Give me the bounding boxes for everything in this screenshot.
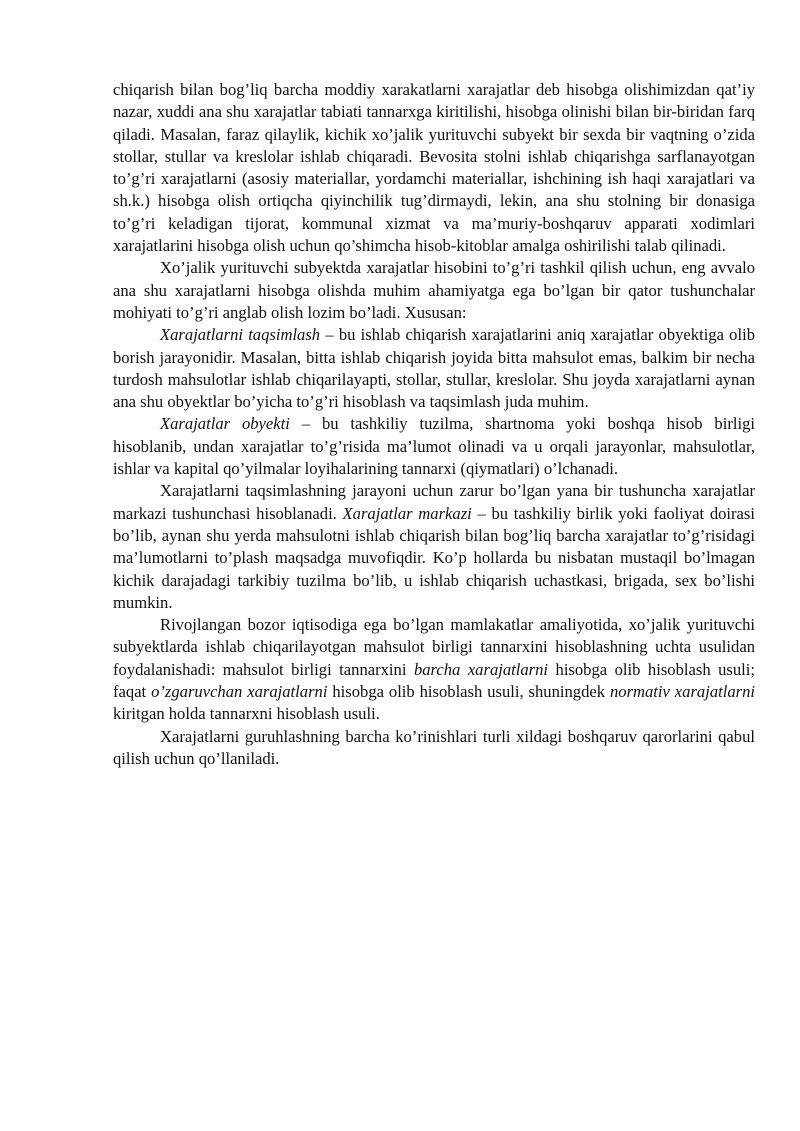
paragraph-cost-grouping: Xarajatlarni guruhlashning barcha ko’rinishlari turli xildagi boshqaruv qarorlarini qabul qilish uchun qo’llaniladi. xyxy=(113,726,755,768)
term-standard-costing: normativ xarajatlarni xyxy=(609,682,756,702)
cost-center-intro: Xarajatlarni taqsimlashning jarayoni uchun zarur bo’lgan yana bir tushuncha xarajatlar markazi tushunchasi hisoblanadi. xyxy=(113,481,755,523)
paragraph-cost-center xyxy=(113,480,755,614)
costing-methods-mid-1: hisobga olib hisoblash usuli; faqat xyxy=(113,659,755,702)
paragraph-costing-methods xyxy=(113,614,755,725)
costing-methods-intro: Rivojlangan bozor iqtisodiga ega bo’lgan mamlakatlar amaliyotida, xo’jalik yurituvchi subyektlarda ishlab chiqarilayotgan mahsulot birligi tannarxini hisoblashning uchta usulidan foydalanishadi: mahsulot birligi tannarxini xyxy=(113,615,755,679)
definition-cost-object: – bu tashkiliy tuzilma, shartnoma yoki boshqa hisob birligi hisoblanib, undan xarajatlar to’g’risida ma’lumot olinadi va u orqali jarayonlar, mahsulotlar, ishlar va kapital qo’yilmalar loyihalarining tannarxi (qiymatlari) o’lchanadi. xyxy=(113,414,755,479)
term-cost-allocation: Xarajatlarni taqsimlash xyxy=(160,325,321,345)
paragraph-cost-accounting-intro: Xo’jalik yurituvchi subyektda xarajatlar hisobini to’g’ri tashkil qilish uchun, eng avvalo ana shu xarajatlarni hisobga olishda muhim ahamiyatga ega bo’lgan bir qator tushunchalar mohiyati to’g’ri anglab olish lozim bo’ladi. Xususan: xyxy=(113,258,755,322)
paragraph-cost-classification: chiqarish bilan bog’liq barcha moddiy xarakatlarni xarajatlar deb hisobga olishimizdan qat’iy nazar, xuddi ana shu xarajatlar tabiati tannarxga kiritilishi, hisobga olinishi bilan bir-biridan farq qiladi. Masalan, faraz qilaylik, kichik xo’jalik yurituvchi subyekt bir sexda bir vaqtning o’zida stollar, stullar va kreslolar ishlab chiqaradi. Bevosita stolni ishlab chiqarishga sarflanayotgan to’g’ri xarajatlarni (asosiy materiallar, yordamchi materiallar, ishchining ish haqi xarajatlari va sh.k.) hisobga olish ortiqcha qiyinchilik tug’dirmaydi, lekin, ana shu stolning bir donasiga to’g’ri keladigan tijorat, kommunal xizmat va ma’muriy-boshqaruv apparati xodimlari xarajatlarini hisobga olish uchun qo’shimcha hisob-kitoblar amalga oshirilishi talab qilinadi. xyxy=(113,80,755,256)
term-absorption-costing: barcha xarajatlarni xyxy=(413,659,549,679)
paragraph-cost-allocation xyxy=(113,324,755,413)
paragraph-cost-object xyxy=(113,413,755,480)
term-cost-center: Xarajatlar markazi xyxy=(342,503,472,523)
definition-cost-center: – bu tashkiliy birlik yoki faoliyat doirasi bo’lib, aynan shu yerda mahsulotni ishlab chiqarish bilan bog’liq barcha xarajatlar to’g’risidagi ma’lumotlarni to’plash maqsadga muvofiqdir. Ko’p hollarda bu nisbatan mustaqil bo’lmagan kichik darajadagi tarkibiy tuzilma bo’lib, u ishlab chiqarish uchastkasi, brigada, sex bo’lishi mumkin. xyxy=(113,503,755,612)
document-page xyxy=(113,79,755,770)
term-variable-costing: o’zgaruvchan xarajatlarni xyxy=(151,682,328,702)
term-cost-object: Xarajatlar obyekti xyxy=(160,414,290,434)
definition-cost-allocation: – bu ishlab chiqarish xarajatlarini aniq xarajatlar obyektiga olib borish jarayonidir. Masalan, bitta ishlab chiqarish joyida bitta mahsulot emas, balkim bir necha turdosh mahsulotlar ishlab chiqarilayapti, stollar, stullar, kreslolar. Shu joyda xarajatlarni aynan ana shu obyektlar bo’yicha to’g’ri hisoblash va taqsimlash juda muhim. xyxy=(113,325,755,412)
costing-methods-end: kiritgan holda tannarxni hisoblash usuli. xyxy=(113,704,380,724)
costing-methods-mid-2: hisobga olib hisoblash usuli, shuningdek xyxy=(327,682,610,702)
